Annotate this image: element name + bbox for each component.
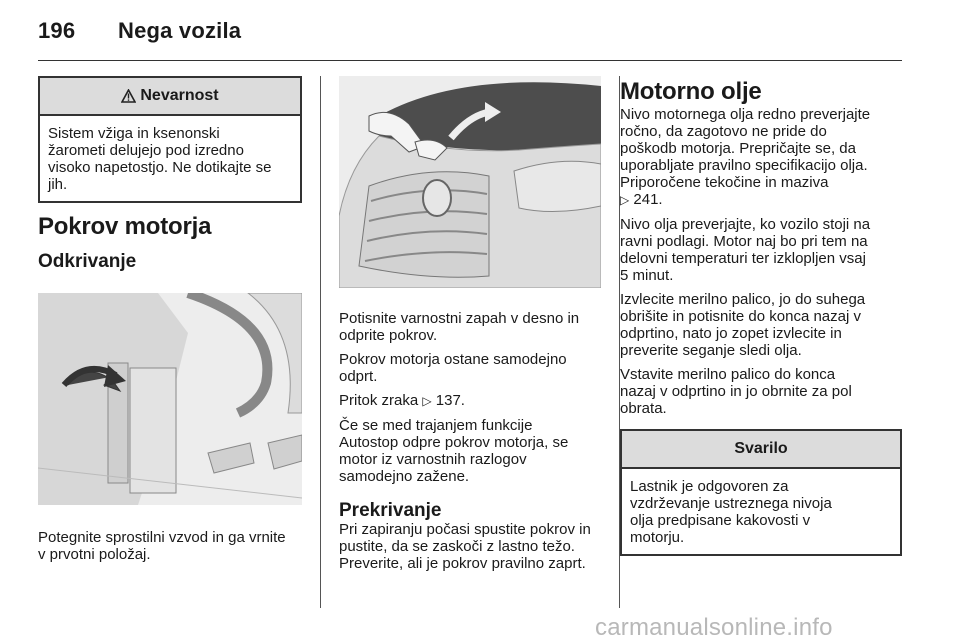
text-line: odprite pokrov. [339, 327, 438, 344]
warning-label: Nevarnost [140, 87, 219, 104]
paragraph [339, 351, 602, 385]
text-line: obrišite in potisnite do konca nazaj v [620, 308, 861, 325]
text-line: motorju. [630, 529, 685, 546]
autostop-paragraph [339, 417, 602, 485]
text-line: uporabljate pravilno specifikacijo olja. [620, 157, 868, 174]
hood-latch-illustration [339, 76, 601, 288]
text-line: Izvlecite merilno palico, jo do suhega [620, 291, 866, 308]
warning-text [40, 116, 300, 201]
text-line: Pri zapiranju počasi spustite pokrov in [339, 521, 591, 538]
column-2 [339, 76, 602, 572]
text-line: Vstavite merilno palico do konca [620, 366, 836, 383]
text-line: obrata. [620, 400, 667, 417]
text-line: Pokrov motorja ostane samodejno [339, 351, 567, 368]
opening-caption [38, 529, 302, 563]
oil-paragraph-3 [620, 291, 902, 359]
text-line: ravni podlagi. Motor naj bo pri tem na [620, 233, 868, 250]
section-heading-oil: Motorno olje [620, 78, 762, 105]
oil-paragraph-1 [620, 106, 902, 209]
hood-release-lever-illustration [38, 293, 302, 505]
text-line: Priporočene tekočine in maziva [620, 174, 829, 191]
text-line: Potegnite sprostilni vzvod in ga vrnite [38, 529, 286, 546]
warning-box-header [40, 78, 300, 116]
closing-paragraph [339, 521, 602, 572]
text-line: odprtino, nato jo zopet izvlecite in [620, 325, 842, 342]
page-reference-icon: ▷ [620, 193, 630, 207]
oil-paragraph-2 [620, 216, 902, 284]
text-line: olja predpisane kakovosti v [630, 512, 811, 529]
text-line: Sistem vžiga in ksenonski [48, 125, 220, 142]
text-line: pustite, da se zaskoči z lastno težo. [339, 538, 575, 555]
subheading-closing: Prekrivanje [339, 500, 442, 521]
text-line: poškodb motorja. Prepričajte se, da [620, 140, 856, 157]
caution-box [620, 429, 902, 556]
paragraph [339, 310, 602, 344]
airflow-page-ref[interactable]: 137. [435, 392, 465, 409]
airflow-text: Pritok zraka [339, 392, 419, 409]
text-line: delovni temperaturi ter izklopljen vsaj [620, 250, 866, 267]
text-line: Nivo olja preverjajte, ko vozilo stoji na [620, 216, 871, 233]
page-number: 196 [38, 18, 76, 43]
text-line: odprt. [339, 368, 378, 385]
col2-text [339, 310, 602, 572]
text-line: Autostop odpre pokrov motorja, se [339, 434, 569, 451]
text-line: ročno, da zagotovo ne pride do [620, 123, 827, 140]
watermark: carmanualsonline.info [595, 614, 833, 641]
oil-paragraph-4 [620, 366, 902, 417]
page-reference-icon: ▷ [422, 394, 432, 408]
text-line: samodejno zažene. [339, 468, 470, 485]
airflow-paragraph [339, 392, 602, 410]
column-3 [620, 76, 902, 556]
text-line: visoko napetostjo. Ne dotikajte se [48, 159, 272, 176]
caution-label: Svarilo [734, 440, 788, 457]
subheading-opening: Odkrivanje [38, 251, 137, 272]
text-line: vzdrževanje ustreznega nivoja [630, 495, 832, 512]
warning-box [38, 76, 302, 203]
text-line: 5 minut. [620, 267, 674, 284]
text-line: Preverite, ali je pokrov pravilno zaprt. [339, 555, 586, 572]
column-1 [38, 76, 302, 563]
text-line: v prvotni položaj. [38, 546, 151, 563]
text-line: jih. [48, 176, 68, 193]
caution-box-header [622, 431, 900, 469]
header-rule [38, 60, 902, 61]
section-heading-hood: Pokrov motorja [38, 213, 212, 240]
text-line: nazaj v odprtino in jo obrnite za pol [620, 383, 852, 400]
warning-triangle-icon [121, 89, 136, 103]
text-line: žarometi delujejo pod izredno [48, 142, 244, 159]
text-line: Nivo motornega olja redno preverjajte [620, 106, 871, 123]
text-line [620, 191, 902, 209]
fluids-page-ref[interactable]: 241. [633, 191, 663, 208]
text-line: Če se med trajanjem funkcije [339, 417, 533, 434]
text-line: Potisnite varnostni zapah v desno in [339, 310, 580, 327]
text-line: Lastnik je odgovoren za [630, 478, 789, 495]
column-divider-1 [320, 76, 321, 608]
text-line: preverite seganje sledi olja. [620, 342, 802, 359]
caution-text [622, 469, 900, 554]
page-title: Nega vozila [118, 18, 242, 43]
text-line: motor iz varnostnih razlogov [339, 451, 527, 468]
